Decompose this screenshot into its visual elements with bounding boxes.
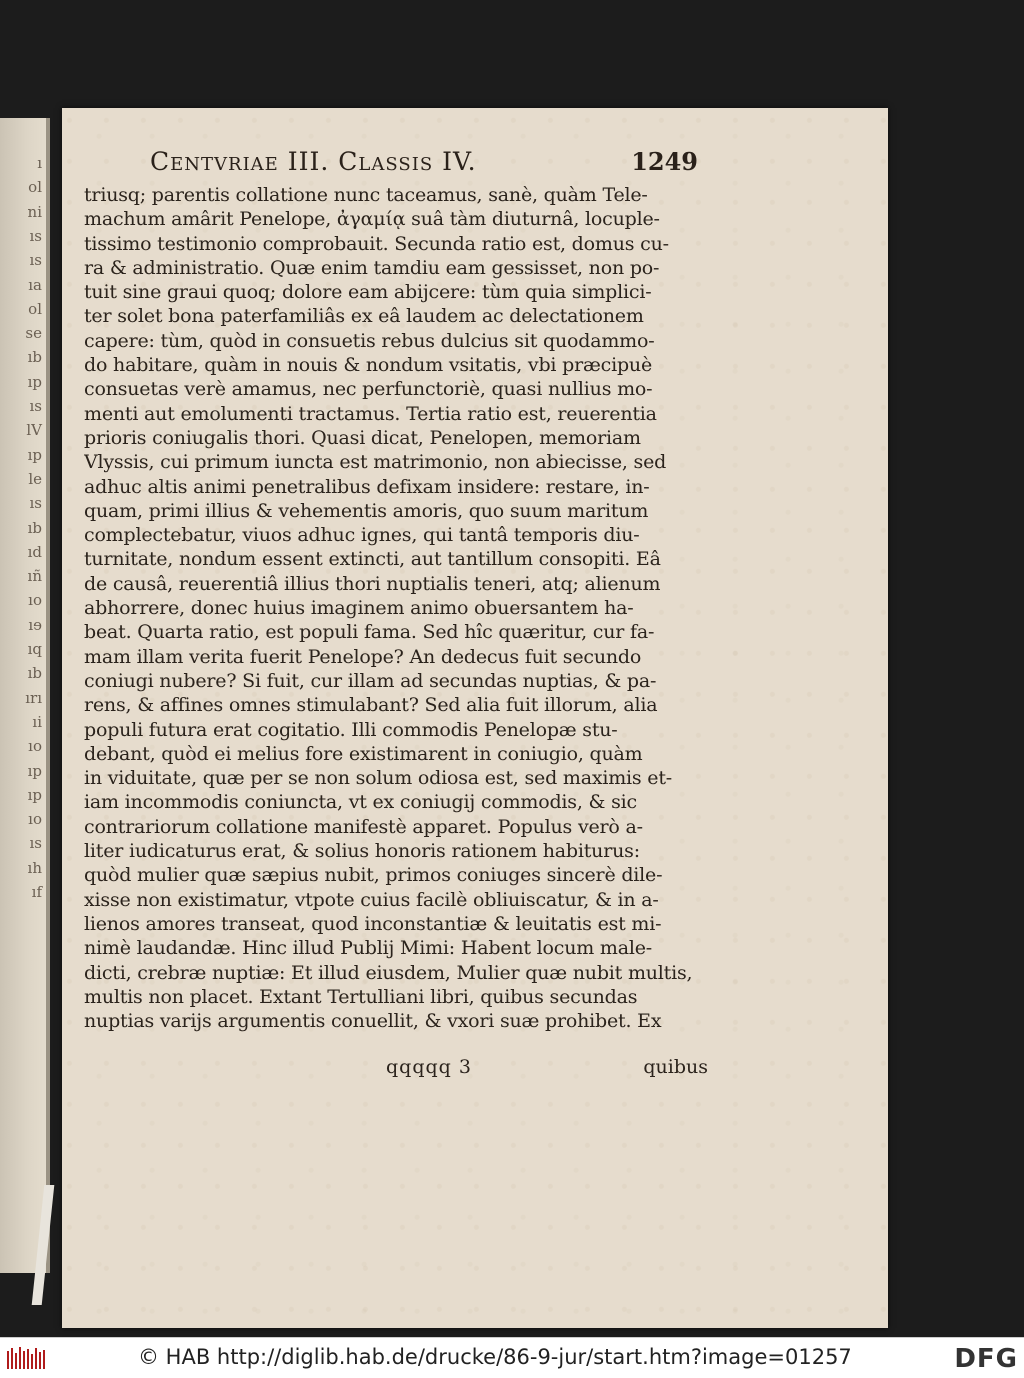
text-line: machum amârit Penelope, ἀγαμίᾳ suâ tàm diuturnâ, locuple-	[84, 208, 660, 231]
dfg-logo: DFG	[954, 1344, 1018, 1374]
text-line: prioris coniugalis thori. Quasi dicat, Penelopen, memoriam	[84, 426, 641, 449]
bottom-credit-bar	[0, 1337, 1024, 1378]
left-page-fragment: ıi	[32, 712, 42, 731]
signature-mark: qqqqq 3	[386, 1056, 472, 1078]
running-title: Centvriae III. Classis IV.	[150, 147, 477, 176]
text-line: liter iudicaturus erat, & solius honoris rationem habiturus:	[84, 840, 640, 863]
text-line: mam illam verita fuerit Penelope? An dedecus fuit secundo	[84, 645, 642, 668]
text-line: triusq; parentis collatione nunc taceamus, sanè, quàm Tele-	[84, 184, 648, 206]
text-line: populi futura erat cogitatio. Illi commodis Penelopæ stu-	[84, 718, 618, 741]
copyright-url-text: © HAB http://diglib.hab.de/drucke/86-9-jur/start.htm?image=01257	[138, 1345, 852, 1369]
left-page-fragment: ıs	[29, 834, 42, 853]
text-line: do habitare, quàm in nouis & nondum vsitatis, vbi præcipuè	[84, 354, 652, 377]
left-page-fragment: ıb	[27, 664, 42, 683]
text-line: ra & administratio. Quæ enim tamdiu eam gessisset, non po-	[84, 256, 660, 279]
left-page-fragment: le	[28, 469, 42, 488]
text-line: capere: tùm, quòd in consuetis rebus dulcius sit quodammo-	[84, 329, 655, 352]
left-page-fragment: ıp	[27, 445, 42, 464]
left-page-fragment: lV	[26, 421, 42, 440]
left-page-fragment: ıp	[27, 761, 42, 780]
text-line: abhorrere, donec huius imaginem animo obuersantem ha-	[84, 597, 634, 620]
text-line: complectebatur, viuos adhuc ignes, qui tantâ temporis diu-	[84, 524, 640, 547]
text-line: quòd mulier quæ sæpius nubit, primos coniuges sincerè dile-	[84, 864, 663, 887]
previous-page-edge	[46, 118, 50, 1273]
text-line: tissimo testimonio comprobauit. Secunda ratio est, domus cu-	[84, 232, 669, 255]
text-line: contrariorum collatione manifestè apparet. Populus verò a-	[84, 815, 643, 838]
body-text	[84, 183, 714, 1033]
text-line: nuptias varijs argumentis conuellit, & vxori suæ prohibet. Ex	[84, 1010, 662, 1033]
catchword: quibus	[643, 1056, 708, 1078]
left-page-fragment: ıo	[28, 591, 42, 610]
page-footer	[84, 1056, 714, 1084]
page-number: 1249	[631, 147, 698, 176]
left-page-fragment: ıñ	[27, 567, 42, 586]
text-line: rens, & affines omnes stimulabant? Sed alia fuit illorum, alia	[84, 694, 658, 717]
left-page-fragment: ıs	[29, 397, 42, 415]
text-line: Vlyssis, cui primum iuncta est matrimonio, non abiecisse, sed	[84, 451, 667, 474]
left-page-fragment: ıb	[27, 518, 42, 537]
text-line: de causâ, reuerentiâ illius thori nuptialis teneri, atq; alienum	[84, 572, 661, 595]
previous-page-strip	[0, 118, 46, 1273]
left-page-fragment: ıɘ	[28, 615, 42, 634]
text-line: tuit sine graui quoq; dolore eam abijcere: tùm quia simplici-	[84, 281, 652, 304]
left-page-fragment: se	[25, 324, 42, 343]
left-page-fragment: ıp	[27, 785, 42, 804]
left-page-fragment: ıs	[29, 226, 42, 245]
left-page-fragment: ıd	[27, 542, 42, 561]
text-line: debant, quòd ei melius fore existimarent in coniugio, quàm	[84, 742, 643, 765]
text-line: xisse non existimatur, vtpote cuius facilè obliuiscatur, & in a-	[84, 888, 659, 911]
hab-library-logo-icon	[6, 1345, 46, 1371]
left-page-fragment: ıq	[27, 640, 42, 658]
left-page-fragment: ıf	[31, 883, 42, 901]
left-page-fragment: ıh	[27, 858, 42, 877]
text-line: adhuc altis animi penetralibus defixam insidere: restare, in-	[84, 475, 650, 498]
left-page-fragment: ıs	[29, 251, 42, 270]
text-line: in viduitate, quæ per se non solum odiosa est, sed maximis et-	[84, 767, 672, 790]
text-line: iam incommodis coniuncta, vt ex coniugij commodis, & sic	[84, 791, 637, 814]
text-line: consuetas verè amamus, nec perfunctoriè, quasi nullius mo-	[84, 378, 653, 401]
text-line: ter solet bona paterfamiliâs ex eâ laudem ac delectationem	[84, 305, 644, 328]
text-line: coniugi nubere? Si fuit, cur illam ad secundas nuptias, & pa-	[84, 669, 657, 692]
page-header	[150, 147, 710, 183]
left-page-fragment: ıa	[28, 275, 42, 294]
left-page-fragment: ırı	[25, 688, 42, 707]
text-line: menti aut emolumenti tractamus. Tertia ratio est, reuerentia	[84, 402, 657, 425]
left-page-fragment: ıb	[27, 348, 42, 367]
left-page-fragment: ol	[28, 178, 42, 197]
text-line: multis non placet. Extant Tertulliani libri, quibus secundas	[84, 985, 638, 1008]
text-line: lienos amores transeat, quod inconstantiæ & leuitatis est mi-	[84, 912, 662, 935]
text-line: dicti, crebræ nuptiæ: Et illud eiusdem, Mulier quæ nubit multis,	[84, 961, 693, 984]
text-line: quam, primi illius & vehementis amoris, quo suum maritum	[84, 499, 649, 522]
left-page-fragment: ı	[37, 154, 42, 172]
left-page-fragment: ıo	[28, 737, 42, 756]
text-line: beat. Quarta ratio, est populi fama. Sed hîc quæritur, cur fa-	[84, 621, 655, 644]
left-page-fragment: ıs	[29, 494, 42, 513]
left-page-fragment: ıo	[28, 810, 42, 829]
left-page-fragment: ıp	[27, 372, 42, 391]
text-line: turnitate, nondum essent extincti, aut tantillum consopiti. Eâ	[84, 548, 661, 571]
left-page-fragment: ol	[28, 299, 42, 318]
left-page-fragment: ni	[27, 202, 42, 221]
text-line: nimè laudandæ. Hinc illud Publij Mimi: Habent locum male-	[84, 937, 652, 960]
